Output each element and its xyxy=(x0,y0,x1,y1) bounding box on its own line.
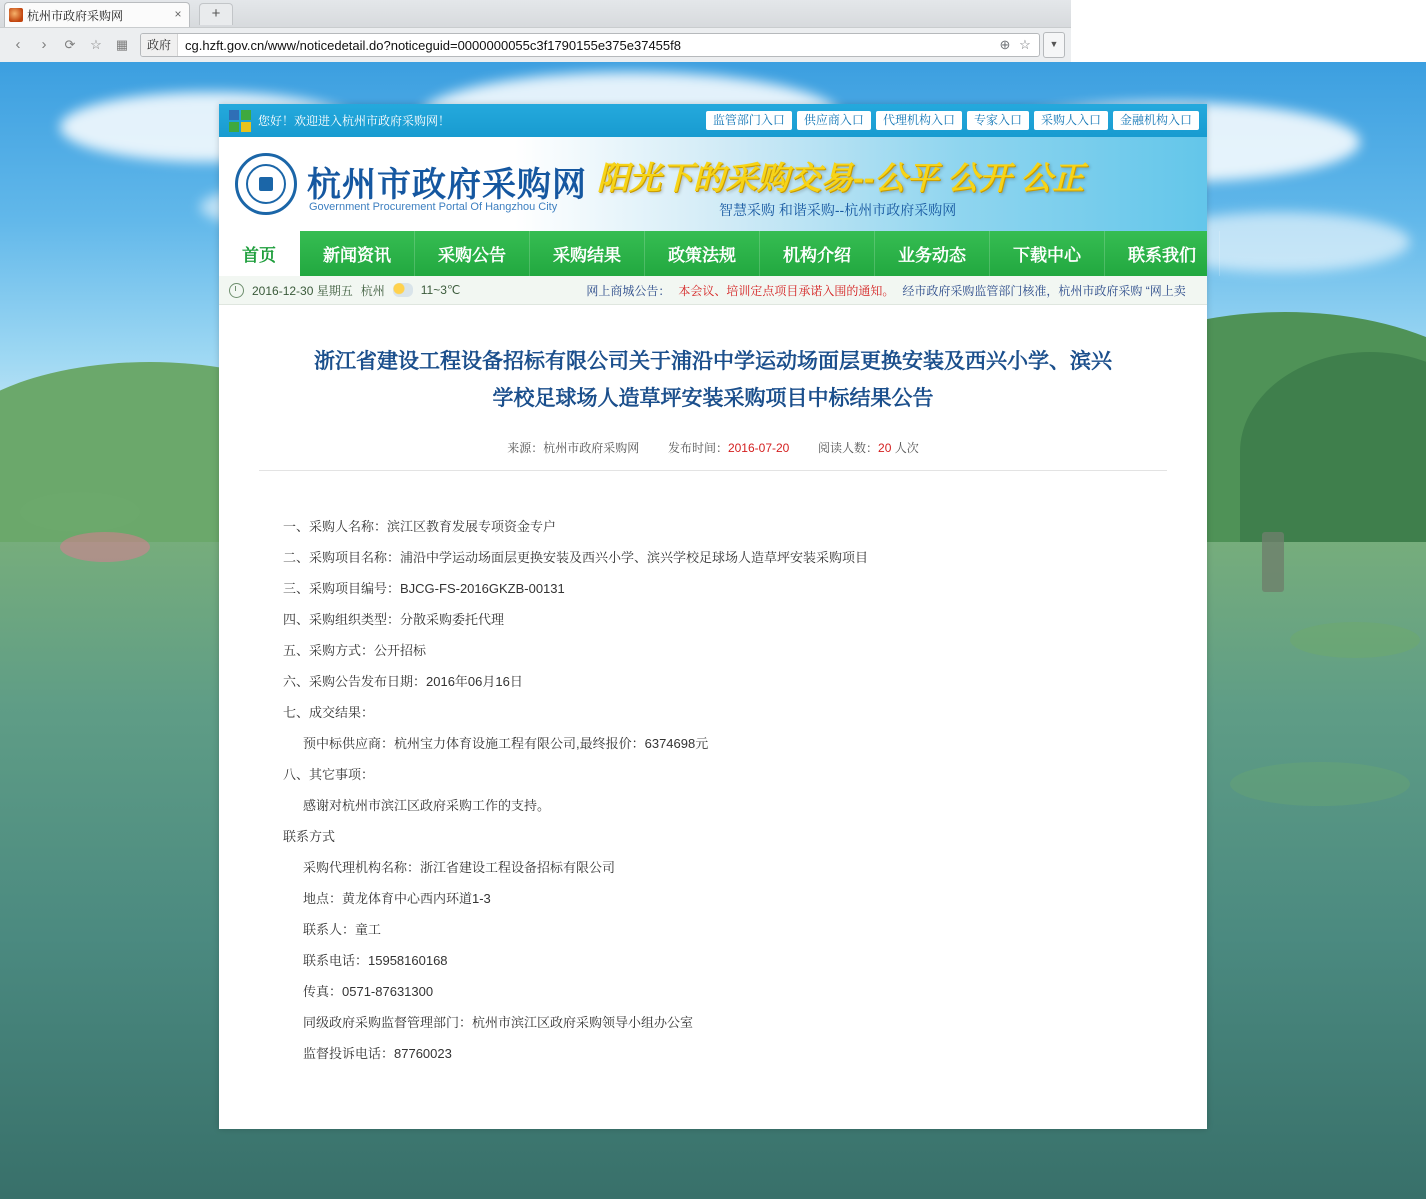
article-meta xyxy=(259,439,1167,471)
close-icon[interactable]: × xyxy=(174,7,182,21)
site-identity-badge: 政府 xyxy=(141,34,178,56)
site-name-english: Government Procurement Portal Of Hangzhou City xyxy=(309,201,558,213)
readers-count: 20 xyxy=(878,441,892,455)
article-line: 地点：黄龙体育中心西内环道1-3 xyxy=(303,891,491,906)
logo-icon xyxy=(229,110,251,132)
notice-scroll-text[interactable]: 经市政府采购监管部门核准，杭州市政府采购 “网上卖 xyxy=(902,283,1186,298)
article-line: 四、采购组织类型：分散采购委托代理 xyxy=(283,612,505,627)
main-navigation xyxy=(219,231,1207,276)
source-value: 杭州市政府采购网 xyxy=(543,441,640,455)
banner-slogan: 阳光下的采购交易--公平 公开 公正 xyxy=(597,160,1085,196)
entry-link-expert[interactable]: 专家入口 xyxy=(967,111,1029,130)
site-container xyxy=(219,104,1207,1129)
article-body xyxy=(259,511,1167,1069)
article-line: 六、采购公告发布日期：2016年06月16日 xyxy=(283,674,523,689)
article-line: 三、采购项目编号：BJCG-FS-2016GKZB-00131 xyxy=(283,581,565,596)
nav-item-policies[interactable]: 政策法规 xyxy=(645,231,760,276)
page-title: 浙江省建设工程设备招标有限公司关于浦沿中学运动场面层更换安装及西兴小学、滨兴学校足球场人造草坪安装采购项目中标结果公告 xyxy=(314,350,1112,410)
back-icon[interactable]: ‹ xyxy=(15,36,21,53)
tab-strip xyxy=(0,0,1071,27)
article-line: 七、成交结果： xyxy=(283,705,375,720)
notice-label: 网上商城公告： xyxy=(586,283,671,298)
entry-link-purchaser[interactable]: 采购人入口 xyxy=(1034,111,1108,130)
article-line: 预中标供应商：杭州宝力体育设施工程有限公司,最终报价：6374698元 xyxy=(303,736,709,751)
current-date: 2016-12-30 星期五 xyxy=(252,283,353,298)
article-line: 一、采购人名称：滨江区教育发展专项资金专户 xyxy=(283,519,557,534)
article-line: 感谢对杭州市滨江区政府采购工作的支持。 xyxy=(303,798,551,813)
address-bar[interactable] xyxy=(140,33,1040,57)
welcome-text: 您好！欢迎进入杭州市政府采购网！ xyxy=(258,114,451,128)
source-label: 来源： xyxy=(507,441,544,455)
publish-date: 2016-07-20 xyxy=(727,441,790,455)
reload-icon[interactable]: ⟳ xyxy=(64,37,76,52)
article-line: 八、其它事项： xyxy=(283,767,375,782)
site-favicon-icon xyxy=(9,8,23,22)
new-tab-button[interactable]: + xyxy=(199,3,233,25)
forward-icon[interactable]: › xyxy=(41,36,47,53)
address-bar-icons xyxy=(995,35,1039,55)
nav-item-news[interactable]: 新闻资讯 xyxy=(300,231,415,276)
article xyxy=(219,305,1207,1129)
article-line: 五、采购方式：公开招标 xyxy=(283,643,427,658)
nav-item-home[interactable]: 首页 xyxy=(219,231,300,276)
browser-chrome xyxy=(0,0,1071,62)
article-line: 联系人：童工 xyxy=(303,922,382,937)
site-topbar xyxy=(219,104,1207,137)
article-line: 传真：0571-87631300 xyxy=(303,984,434,999)
article-line: 联系电话：15958160168 xyxy=(303,953,448,968)
nav-item-results[interactable]: 采购结果 xyxy=(530,231,645,276)
url-input[interactable]: cg.hzft.gov.cn/www/noticedetail.do?noticeguid=0000000055c3f1790155e375e37455f8 xyxy=(185,37,681,53)
readers-label: 阅读人数： xyxy=(818,441,879,455)
publish-label: 发布时间： xyxy=(667,441,728,455)
current-city: 杭州 xyxy=(360,283,385,298)
entry-links xyxy=(706,111,1199,130)
pagoda xyxy=(1262,532,1284,592)
clock-icon xyxy=(229,283,244,298)
entry-link-agency[interactable]: 代理机构入口 xyxy=(876,111,962,130)
nav-item-business[interactable]: 业务动态 xyxy=(875,231,990,276)
nav-item-downloads[interactable]: 下载中心 xyxy=(990,231,1105,276)
favorite-icon[interactable]: ☆ xyxy=(1019,37,1031,52)
entry-link-supervision[interactable]: 监管部门入口 xyxy=(706,111,792,130)
nav-item-organization[interactable]: 机构介绍 xyxy=(760,231,875,276)
article-line: 同级政府采购监督管理部门：杭州市滨江区政府采购领导小组办公室 xyxy=(303,1015,694,1030)
browser-tab[interactable] xyxy=(4,2,190,27)
translate-icon[interactable]: ⊕ xyxy=(999,37,1011,52)
info-bar xyxy=(219,276,1207,305)
entry-link-supplier[interactable]: 供应商入口 xyxy=(797,111,871,130)
navigation-bar xyxy=(0,27,1071,62)
weather-icon xyxy=(393,283,413,297)
current-temperature: 11~3℃ xyxy=(420,283,461,297)
nav-item-contact[interactable]: 联系我们 xyxy=(1105,231,1220,276)
site-name: 杭州市政府采购网 xyxy=(307,166,587,204)
article-line: 采购代理机构名称：浙江省建设工程设备招标有限公司 xyxy=(303,860,616,875)
entry-link-financial[interactable]: 金融机构入口 xyxy=(1113,111,1199,130)
article-line: 监督投诉电话：87760023 xyxy=(303,1046,452,1061)
nav-item-announcements[interactable]: 采购公告 xyxy=(415,231,530,276)
banner-subslogan: 智慧采购 和谐采购--杭州市政府采购网 xyxy=(719,202,957,218)
chevron-down-icon[interactable]: ▼ xyxy=(1043,32,1065,58)
site-banner xyxy=(219,137,1207,231)
bookmark-icon[interactable]: ☆ xyxy=(90,37,102,52)
apps-icon[interactable]: ▦ xyxy=(115,37,129,52)
emblem-icon xyxy=(235,153,297,215)
article-line: 二、采购项目名称：浦沿中学运动场面层更换安装及西兴小学、滨兴学校足球场人造草坪安装采购项目 xyxy=(283,550,869,565)
tab-title: 杭州市政府采购网 xyxy=(27,8,124,23)
article-section-heading: 联系方式 xyxy=(283,829,336,844)
notice-highlight[interactable]: 本会议、培训定点项目承诺入围的通知。 xyxy=(678,283,895,298)
readers-unit: 人次 xyxy=(894,441,919,455)
